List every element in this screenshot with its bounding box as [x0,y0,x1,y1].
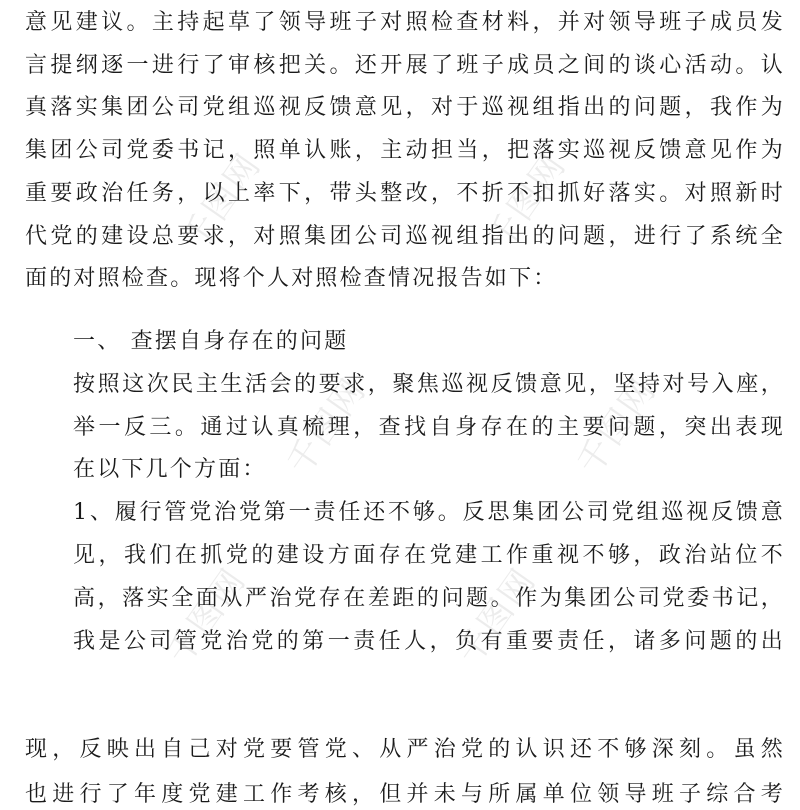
watermark: 千图网 [159,560,255,673]
watermark: 千图网 [449,560,545,673]
paragraph-line: 重要政治任务，以上率下，带头整改，不折不扣抓好落实。对照新时 [25,181,785,206]
paragraph-line: 意见建议。主持起草了领导班子对照检查材料，并对领导班子成员发 [25,10,785,35]
paragraph-line: 集团公司党委书记，照单认账，主动担当，把落实巡视反馈意见作为 [25,138,785,163]
paragraph-line: 高，落实全面从严治党存在差距的问题。作为集团公司党委书记， [73,586,785,611]
paragraph-line: 真落实集团公司党组巡视反馈意见，对于巡视组指出的问题，我作为 [25,95,785,120]
watermark: 千图网 [279,370,375,483]
watermark: 千图网 [569,370,665,483]
paragraph-line: 面的对照检查。现将个人对照检查情况报告如下： [25,266,558,291]
paragraph-line: 我是公司管党治党的第一责任人，负有重要责任，诸多问题的出 [73,629,785,654]
paragraph-line: 见，我们在抓党的建设方面存在党建工作重视不够，政治站位不 [73,543,785,568]
paragraph-line: 按照这次民主生活会的要求，聚焦巡视反馈意见，坚持对号入座， [73,372,785,397]
paragraph-line: 现，反映出自己对党要管党、从严治党的认识还不够深刻。虽然 [25,737,785,762]
list-item-heading: 1、履行管党治党第一责任还不够。反思集团公司党组巡视反馈意 [73,500,785,525]
section-heading: 一、 查摆自身存在的问题 [73,329,349,354]
paragraph-line: 在以下几个方面： [73,457,267,482]
paragraph-line: 代党的建设总要求，对照集团公司巡视组指出的问题，进行了系统全 [25,224,785,249]
paragraph-line-cut-off: 也进行了年度党建工作考核，但并未与所属单位领导班子综合考 [25,782,785,807]
paragraph-line: 举一反三。通过认真梳理，查找自身存在的主要问题，突出表现 [73,415,785,440]
paragraph-line: 言提纲逐一进行了审核把关。还开展了班子成员之间的谈心活动。认 [25,53,785,78]
watermark: 千图网 [479,145,575,258]
watermark: 千图网 [174,145,270,258]
